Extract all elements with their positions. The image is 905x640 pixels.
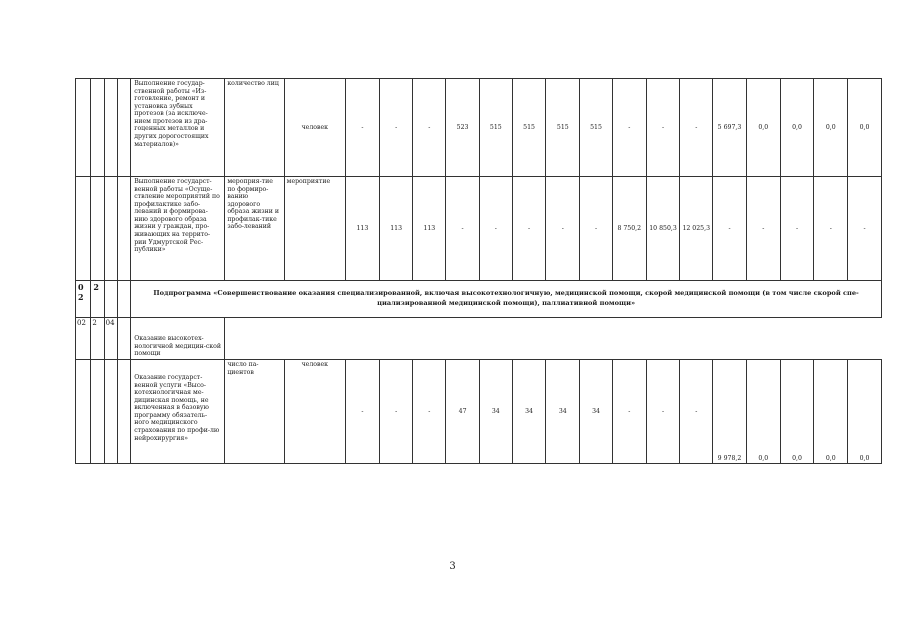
code-subprogram: 2 (91, 318, 104, 360)
value-cell: - (680, 360, 713, 464)
value-cell: 10 850,3 (646, 177, 680, 281)
value-cell: 515 (546, 79, 580, 177)
row-description: Выполнение государ-ственной работы «Из-готовление, ремонт и установка зубных протезов (за исключе-нием протезов из дра-гоценных металлов и других дорогостоящих материалов)» (131, 79, 225, 177)
code-cell (104, 281, 117, 318)
code-cell (76, 360, 91, 464)
table-row-high-tech-care (76, 318, 882, 360)
value-cell: - (345, 79, 379, 177)
code-program: 02 (76, 318, 91, 360)
value-cell: 0,0 (780, 79, 814, 177)
value-cell: - (379, 79, 413, 177)
value-cell: 515 (479, 79, 512, 177)
value-cell: 5 697,3 (713, 79, 747, 177)
value-cell: 0,0 (848, 360, 882, 464)
value-cell: 0,0 (746, 360, 780, 464)
code-cell (104, 360, 117, 464)
row-unit: человек (284, 79, 345, 177)
value-cell: - (546, 177, 580, 281)
value-cell: 34 (479, 360, 512, 464)
row-unit: человек (284, 360, 345, 464)
code-activity: 04 (104, 318, 117, 360)
value-cell: 47 (446, 360, 480, 464)
table-row-subprogram (76, 281, 882, 318)
code-cell (117, 318, 130, 360)
code-subprogram: 2 (91, 281, 104, 318)
row-description: Выполнение государст-венной работы «Осуще-ствление мероприятий по профилактике забо-леваний и формирова-нию здорового образа жизни у граждан, про-живающих на террито-рии Удмуртской Рес-публики» (131, 177, 225, 281)
empty-span (225, 318, 882, 360)
table-row-neurosurgery (76, 360, 882, 464)
value-cell: - (814, 177, 848, 281)
value-cell: - (746, 177, 780, 281)
code-cell (91, 177, 104, 281)
value-cell: 515 (580, 79, 613, 177)
row-unit: мероприятие (284, 177, 345, 281)
value-cell: 34 (512, 360, 546, 464)
table-row-prevention-events (76, 177, 882, 281)
code-cell (76, 79, 91, 177)
value-cell: 0,0 (848, 79, 882, 177)
code-cell (117, 360, 130, 464)
code-cell (117, 177, 130, 281)
value-cell: 0,0 (746, 79, 780, 177)
value-cell: 113 (379, 177, 413, 281)
value-cell: 9 978,2 (713, 360, 747, 464)
value-cell: - (713, 177, 747, 281)
value-cell: - (446, 177, 480, 281)
value-cell: 34 (546, 360, 580, 464)
value-cell: 113 (345, 177, 379, 281)
code-cell (104, 177, 117, 281)
value-cell: 523 (446, 79, 480, 177)
value-cell: - (345, 360, 379, 464)
row-description: Оказание государст-венной услуги «Высо-котехнологичная ме-дицинская помощь, не включенная в базовую программу обязатель-ного медицинского страхования по профи-лю нейрохирургия» (131, 360, 225, 464)
value-cell: - (848, 177, 882, 281)
program-table (75, 78, 882, 464)
code-cell (117, 281, 130, 318)
value-cell: - (612, 79, 646, 177)
value-cell: - (479, 177, 512, 281)
value-cell: - (379, 360, 413, 464)
row-description: Оказание высокотех-нологичной медицин-ской помощи (131, 318, 225, 360)
value-cell: - (646, 79, 680, 177)
value-cell: - (413, 79, 446, 177)
value-cell: 0,0 (780, 360, 814, 464)
value-cell: 515 (512, 79, 546, 177)
value-cell: 8 750,2 (612, 177, 646, 281)
value-cell: 0,0 (814, 360, 848, 464)
value-cell: 34 (580, 360, 613, 464)
value-cell: - (512, 177, 546, 281)
value-cell: 12 025,3 (680, 177, 713, 281)
value-cell: 113 (413, 177, 446, 281)
code-cell (117, 79, 130, 177)
code-cell (76, 177, 91, 281)
value-cell: 0,0 (814, 79, 848, 177)
value-cell: - (612, 360, 646, 464)
value-cell: - (413, 360, 446, 464)
subprogram-title: Подпрограмма «Совершенствование оказания специализированной, включая высокотехнологичную, медицинской помощи, скорой медицинской помощи (в том числе скорой спе-циализированной медицинской помощи), паллиативной помощи» (131, 281, 882, 318)
table-row-dental-prosthesis (76, 79, 882, 177)
code-program: 02 (76, 281, 91, 318)
code-cell (91, 79, 104, 177)
value-cell: - (646, 360, 680, 464)
code-cell (91, 360, 104, 464)
page-number: 3 (449, 561, 456, 572)
value-cell: - (680, 79, 713, 177)
value-cell: - (780, 177, 814, 281)
row-indicator: мероприя-тие по формиро-ванию здорового образа жизни и профилак-тике забо-леваний (225, 177, 284, 281)
row-indicator: количество лиц (225, 79, 284, 177)
value-cell: - (580, 177, 613, 281)
row-indicator: число па-циентов (225, 360, 284, 464)
code-cell (104, 79, 117, 177)
